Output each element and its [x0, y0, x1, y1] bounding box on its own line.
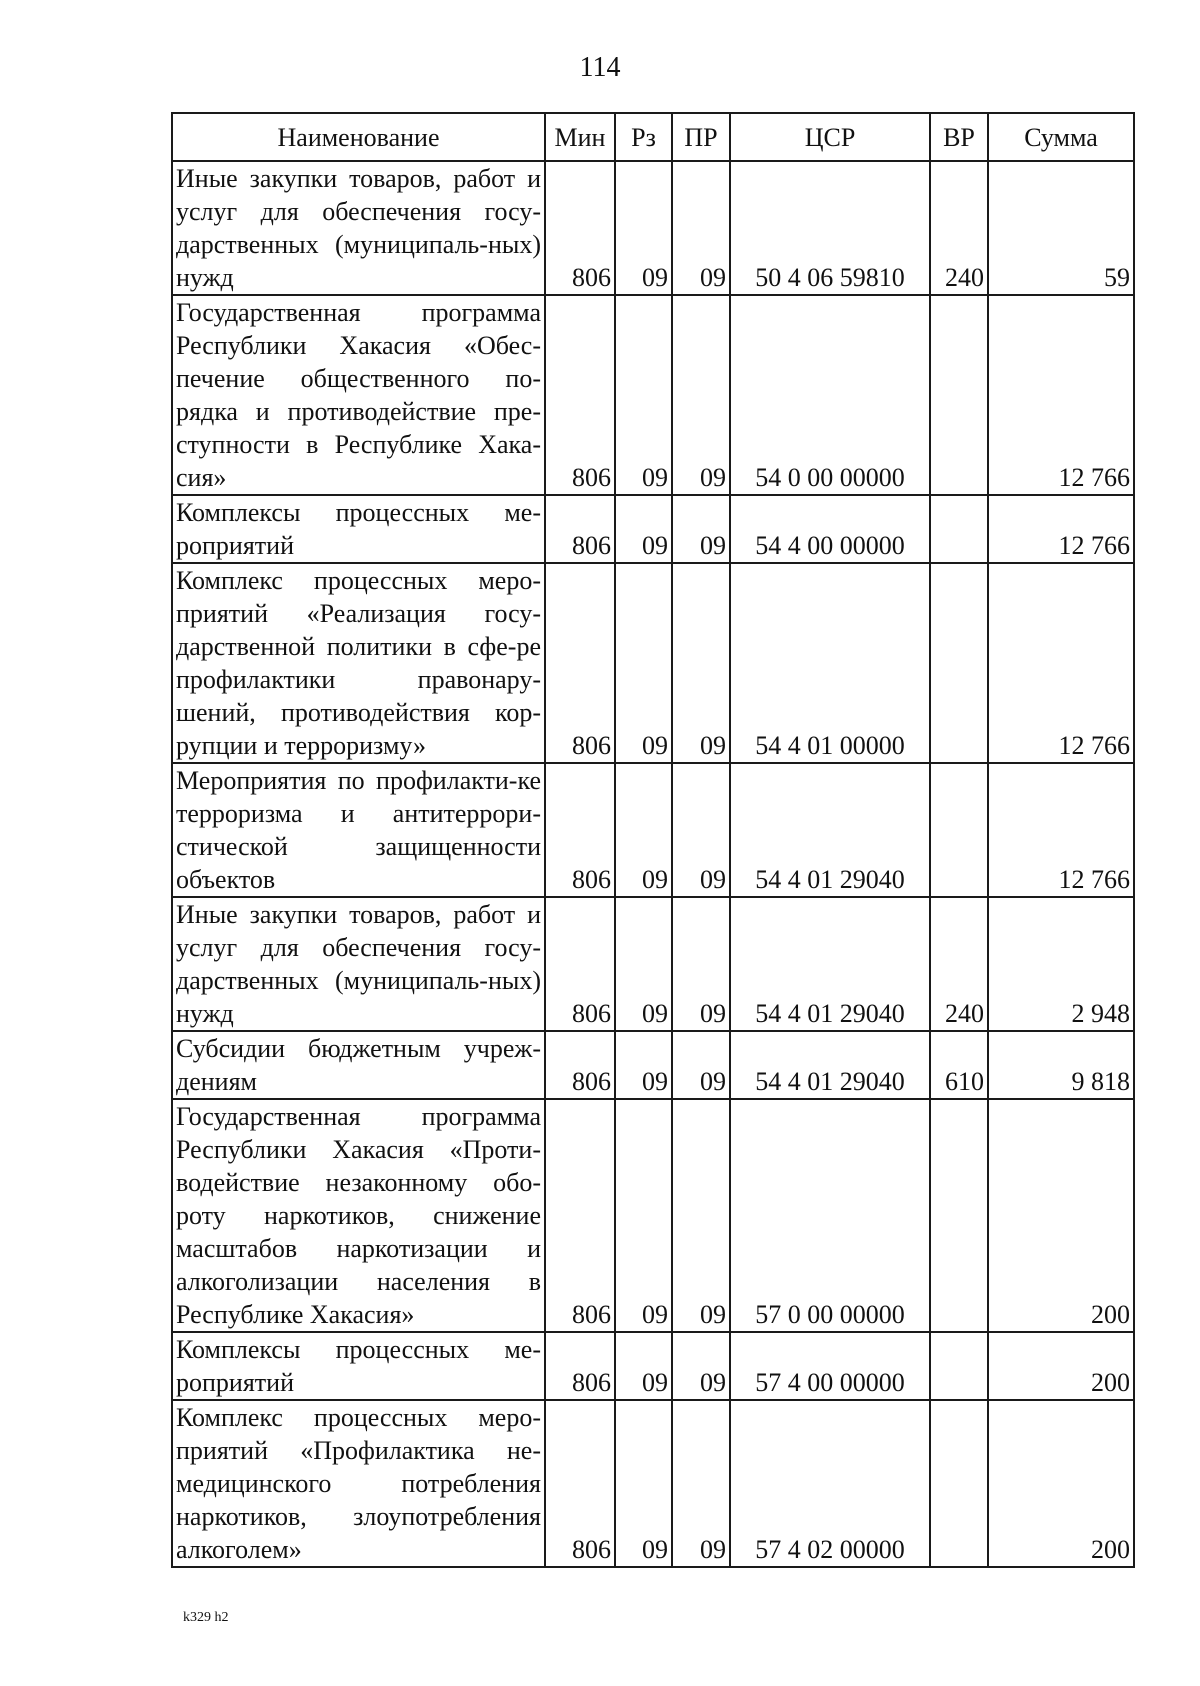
cell-sum: 12 766 — [988, 763, 1134, 897]
cell-name: Государственная программа Республики Хакасия «Обес-печение общественного по-рядка и противодействие пре-ступности в Республике Хака-сия» — [172, 295, 545, 495]
cell-vr — [930, 495, 988, 563]
cell-min: 806 — [545, 1031, 615, 1099]
table-row — [172, 495, 1134, 563]
cell-min: 806 — [545, 1400, 615, 1567]
cell-pr: 09 — [672, 1400, 730, 1567]
cell-vr — [930, 763, 988, 897]
cell-rz: 09 — [615, 295, 672, 495]
table-row — [172, 763, 1134, 897]
cell-name: Субсидии бюджетным учреж-дениям — [172, 1031, 545, 1099]
cell-sum: 9 818 — [988, 1031, 1134, 1099]
cell-name: Комплекс процессных меро-приятий «Профилактика не-медицинского потребления наркотиков, злоупотребления алкоголем» — [172, 1400, 545, 1567]
cell-rz: 09 — [615, 1400, 672, 1567]
cell-min: 806 — [545, 1332, 615, 1400]
cell-name: Иные закупки товаров, работ и услуг для обеспечения госу-дарственных (муниципаль-ных) нужд — [172, 161, 545, 295]
cell-csr: 57 0 00 00000 — [730, 1099, 930, 1332]
header-vr: ВР — [930, 113, 988, 161]
cell-csr: 54 4 01 29040 — [730, 1031, 930, 1099]
cell-sum: 200 — [988, 1099, 1134, 1332]
table-row — [172, 161, 1134, 295]
cell-min: 806 — [545, 563, 615, 763]
cell-vr — [930, 295, 988, 495]
cell-sum: 12 766 — [988, 495, 1134, 563]
table-row — [172, 1099, 1134, 1332]
page-number: 114 — [579, 52, 621, 83]
cell-name: Иные закупки товаров, работ и услуг для обеспечения госу-дарственных (муниципаль-ных) нужд — [172, 897, 545, 1031]
cell-min: 806 — [545, 295, 615, 495]
cell-min: 806 — [545, 1099, 615, 1332]
cell-sum: 12 766 — [988, 295, 1134, 495]
cell-min: 806 — [545, 495, 615, 563]
cell-sum: 12 766 — [988, 563, 1134, 763]
cell-vr: 240 — [930, 161, 988, 295]
cell-csr: 54 4 01 29040 — [730, 763, 930, 897]
table-row — [172, 1031, 1134, 1099]
cell-csr: 54 4 00 00000 — [730, 495, 930, 563]
header-min: Мин — [545, 113, 615, 161]
cell-pr: 09 — [672, 495, 730, 563]
cell-vr — [930, 563, 988, 763]
header-sum: Сумма — [988, 113, 1134, 161]
cell-name: Комплекс процессных меро-приятий «Реализация госу-дарственной политики в сфе-ре профилактики правонару-шений, противодействия кор-рупции и терроризму» — [172, 563, 545, 763]
cell-csr: 57 4 00 00000 — [730, 1332, 930, 1400]
cell-pr: 09 — [672, 563, 730, 763]
cell-rz: 09 — [615, 897, 672, 1031]
header-name: Наименование — [172, 113, 545, 161]
cell-rz: 09 — [615, 495, 672, 563]
cell-min: 806 — [545, 897, 615, 1031]
table-row — [172, 1400, 1134, 1567]
cell-min: 806 — [545, 763, 615, 897]
cell-csr: 54 4 01 29040 — [730, 897, 930, 1031]
table-row — [172, 563, 1134, 763]
cell-name: Комплексы процессных ме-роприятий — [172, 495, 545, 563]
cell-vr — [930, 1332, 988, 1400]
cell-pr: 09 — [672, 1099, 730, 1332]
cell-vr — [930, 1400, 988, 1567]
cell-csr: 57 4 02 00000 — [730, 1400, 930, 1567]
cell-pr: 09 — [672, 161, 730, 295]
cell-rz: 09 — [615, 161, 672, 295]
table-row — [172, 295, 1134, 495]
header-rz: Рз — [615, 113, 672, 161]
cell-csr: 54 0 00 00000 — [730, 295, 930, 495]
table-header-row — [172, 113, 1134, 161]
cell-csr: 50 4 06 59810 — [730, 161, 930, 295]
cell-name: Государственная программа Республики Хакасия «Проти-водействие незаконному обо-роту наркотиков, снижение масштабов наркотизации и алкоголизации населения в Республике Хакасия» — [172, 1099, 545, 1332]
header-csr: ЦСР — [730, 113, 930, 161]
cell-rz: 09 — [615, 1099, 672, 1332]
cell-csr: 54 4 01 00000 — [730, 563, 930, 763]
cell-sum: 2 948 — [988, 897, 1134, 1031]
header-pr: ПР — [672, 113, 730, 161]
cell-vr: 240 — [930, 897, 988, 1031]
cell-rz: 09 — [615, 763, 672, 897]
cell-name: Мероприятия по профилакти-ке терроризма и антитеррори-стической защищенности объектов — [172, 763, 545, 897]
cell-rz: 09 — [615, 1332, 672, 1400]
cell-sum: 200 — [988, 1332, 1134, 1400]
cell-min: 806 — [545, 161, 615, 295]
cell-rz: 09 — [615, 1031, 672, 1099]
table-row — [172, 897, 1134, 1031]
budget-table — [171, 112, 1135, 1568]
cell-pr: 09 — [672, 763, 730, 897]
cell-pr: 09 — [672, 1332, 730, 1400]
cell-vr: 610 — [930, 1031, 988, 1099]
cell-name: Комплексы процессных ме-роприятий — [172, 1332, 545, 1400]
cell-rz: 09 — [615, 563, 672, 763]
cell-sum: 59 — [988, 161, 1134, 295]
cell-sum: 200 — [988, 1400, 1134, 1567]
cell-pr: 09 — [672, 1031, 730, 1099]
cell-pr: 09 — [672, 897, 730, 1031]
cell-pr: 09 — [672, 295, 730, 495]
table-row — [172, 1332, 1134, 1400]
cell-vr — [930, 1099, 988, 1332]
document-code: k329 h2 — [183, 1610, 229, 1625]
